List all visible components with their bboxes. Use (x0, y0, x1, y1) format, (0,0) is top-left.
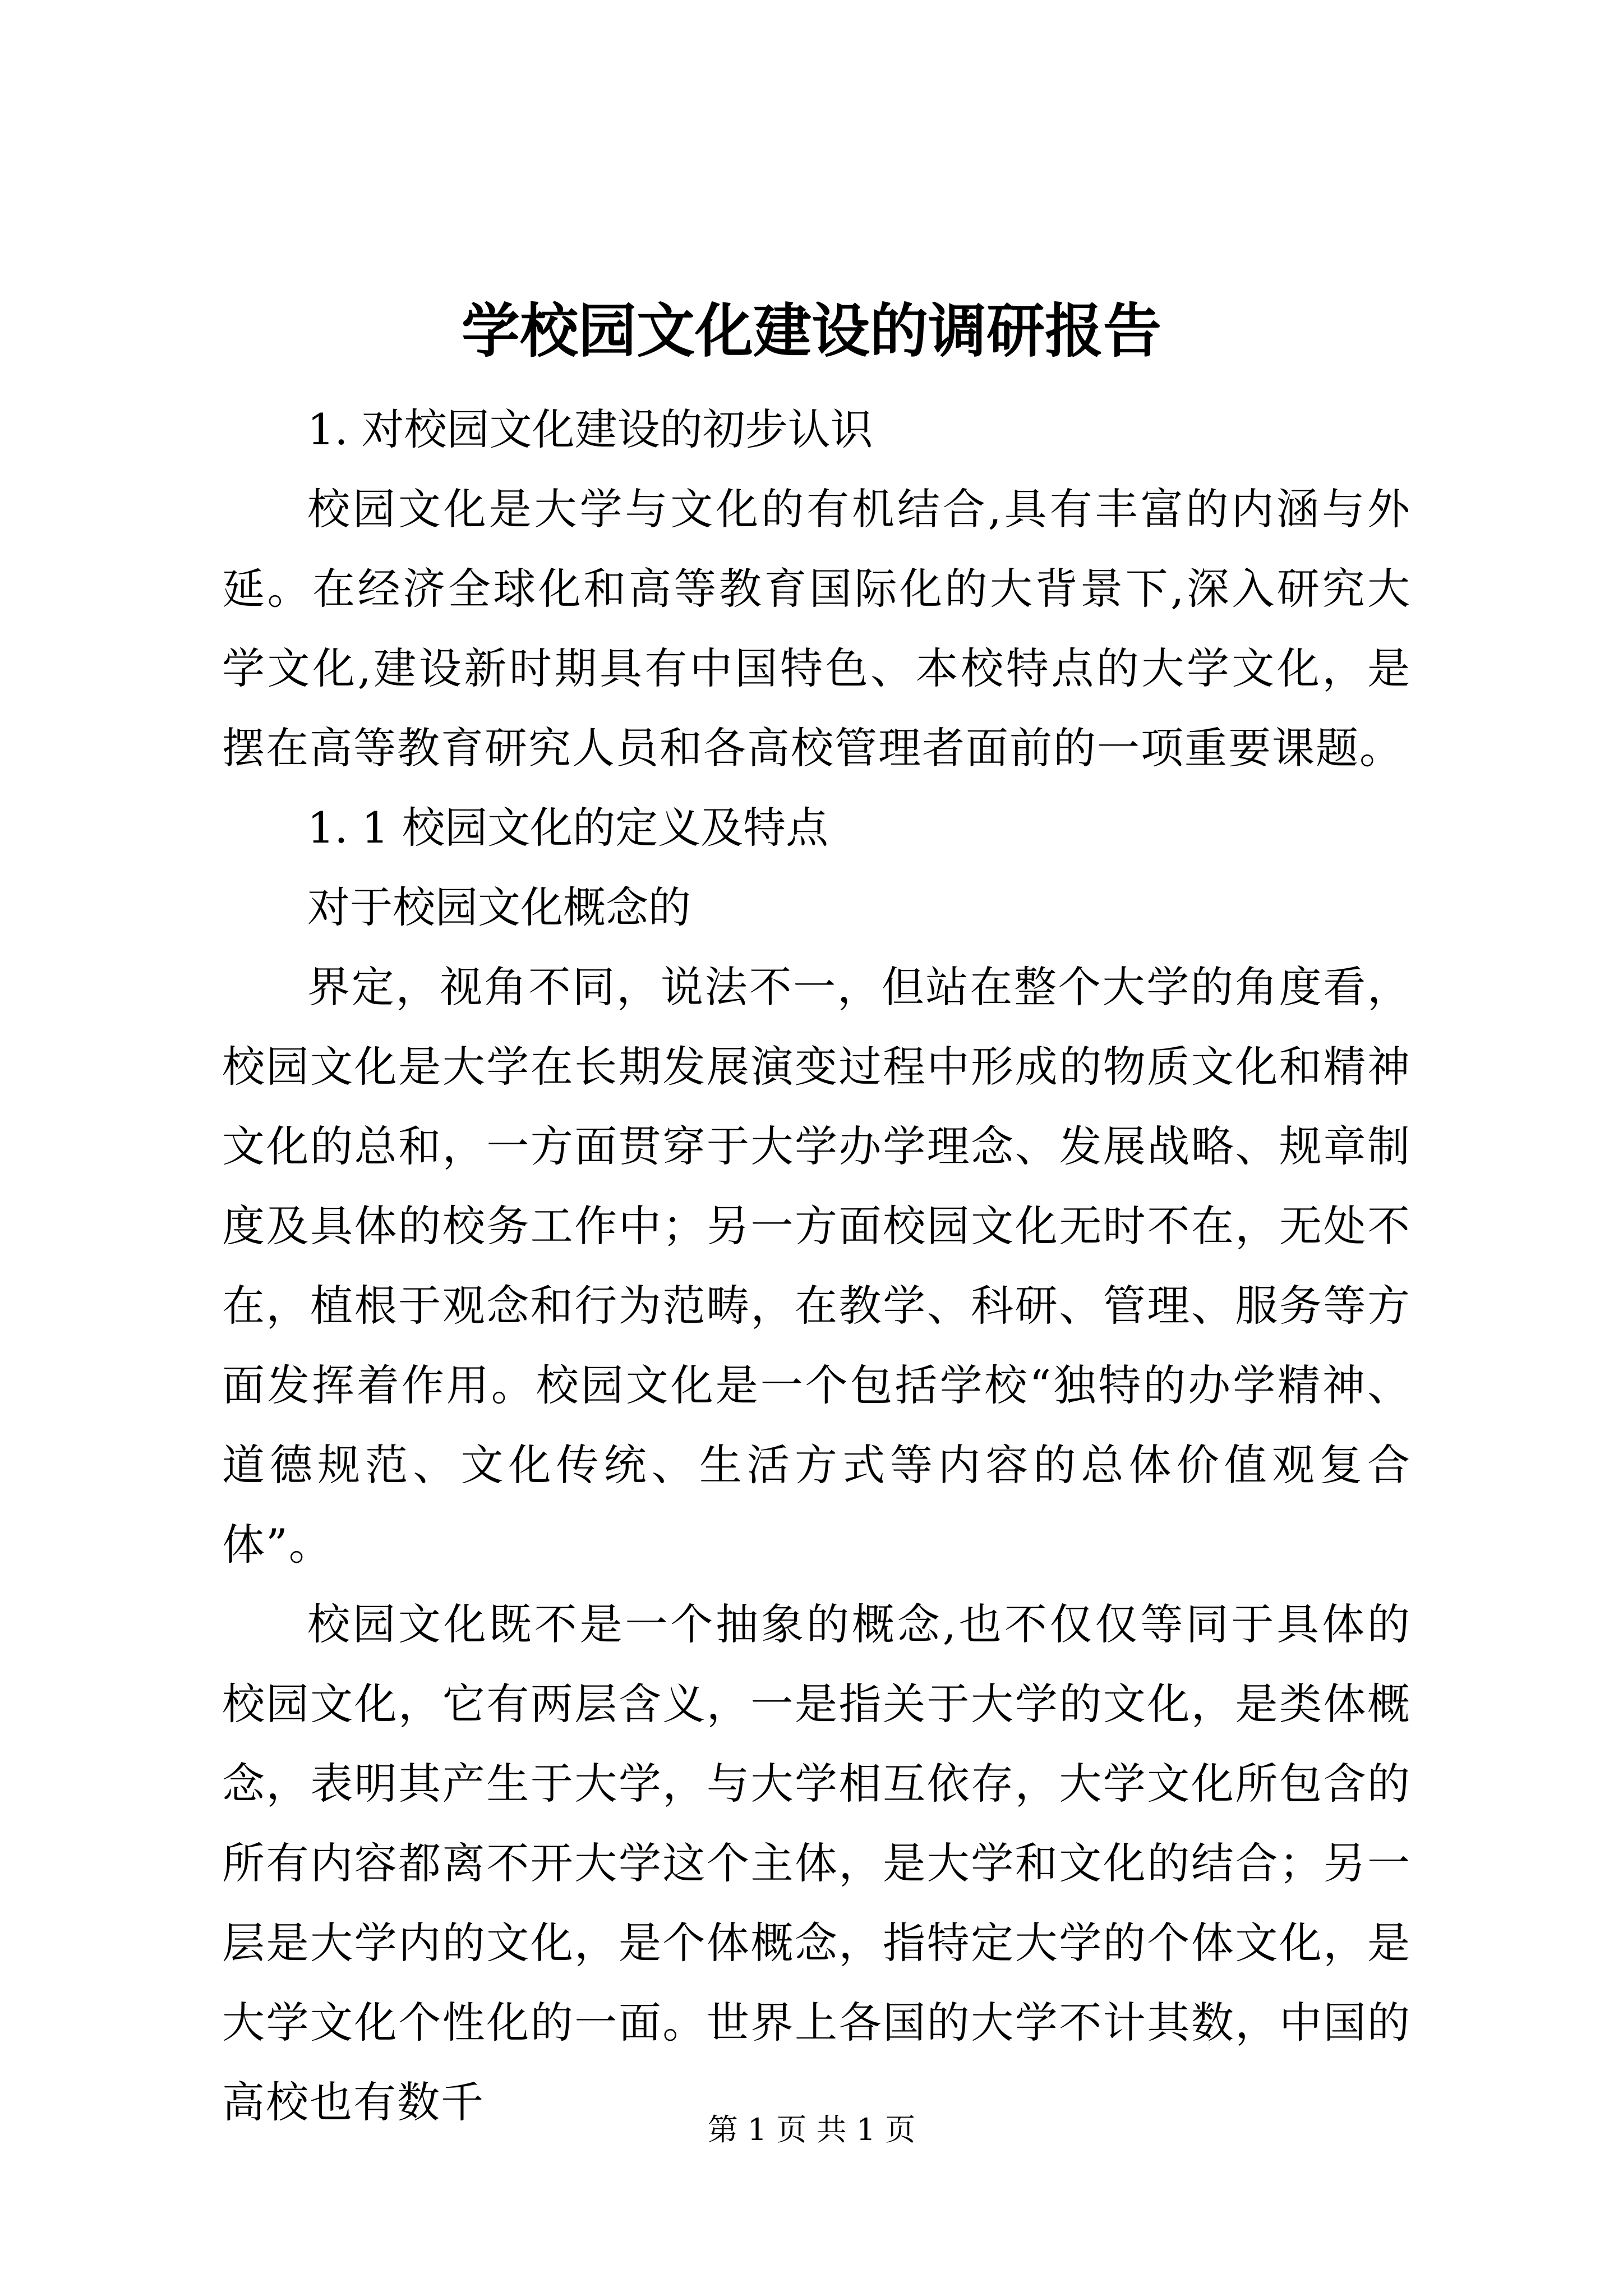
section-heading-1: 1. 对校园文化建设的初步认识 (307, 404, 873, 454)
paragraph-intro: 校园文化是大学与文化的有机结合,具有丰富的内涵与外延。在经济全球化和高等教育国际化的大背景下,深入研究大学文化,建设新时期具有中国特色、本校特点的大学文化，是摆在高等教育研究人员和各高校管理者面前的一项重要课题。 (222, 484, 1411, 773)
page-footer: 第 1 页 共 1 页 (707, 2112, 916, 2147)
paragraph-definition: 界定，视角不同，说法不一，但站在整个大学的角度看，校园文化是大学在长期发展演变过程中形成的物质文化和精神文化的总和，一方面贯穿于大学办学理念、发展战略、规章制度及具体的校务工作中；另一方面校园文化无时不在，无处不在，植根于观念和行为范畴，在教学、科研、管理、服务等方面发挥着作用。校园文化是一个包括学校“独特的办学精神、道德规范、文化传统、生活方式等内容的总体价值观复合体”。 (222, 962, 1411, 1570)
document-body (222, 390, 1411, 2142)
paragraph-fragment: 对于校园文化概念的 (307, 882, 691, 932)
document-title: 学校园文化建设的调研报告 (461, 296, 1161, 365)
section-heading-1-1: 1. 1 校园文化的定义及特点 (307, 803, 829, 853)
paragraph-meaning: 校园文化既不是一个抽象的概念,也不仅仅等同于具体的校园文化，它有两层含义，一是指关于大学的文化，是类体概念，表明其产生于大学，与大学相互依存，大学文化所包含的所有内容都离不开大学这个主体，是大学和文化的结合；另一层是大学内的文化，是个体概念，指特定大学的个体文化，是大学文化个性化的一面。世界上各国的大学不计其数，中国的高校也有数千 (222, 1599, 1411, 2127)
